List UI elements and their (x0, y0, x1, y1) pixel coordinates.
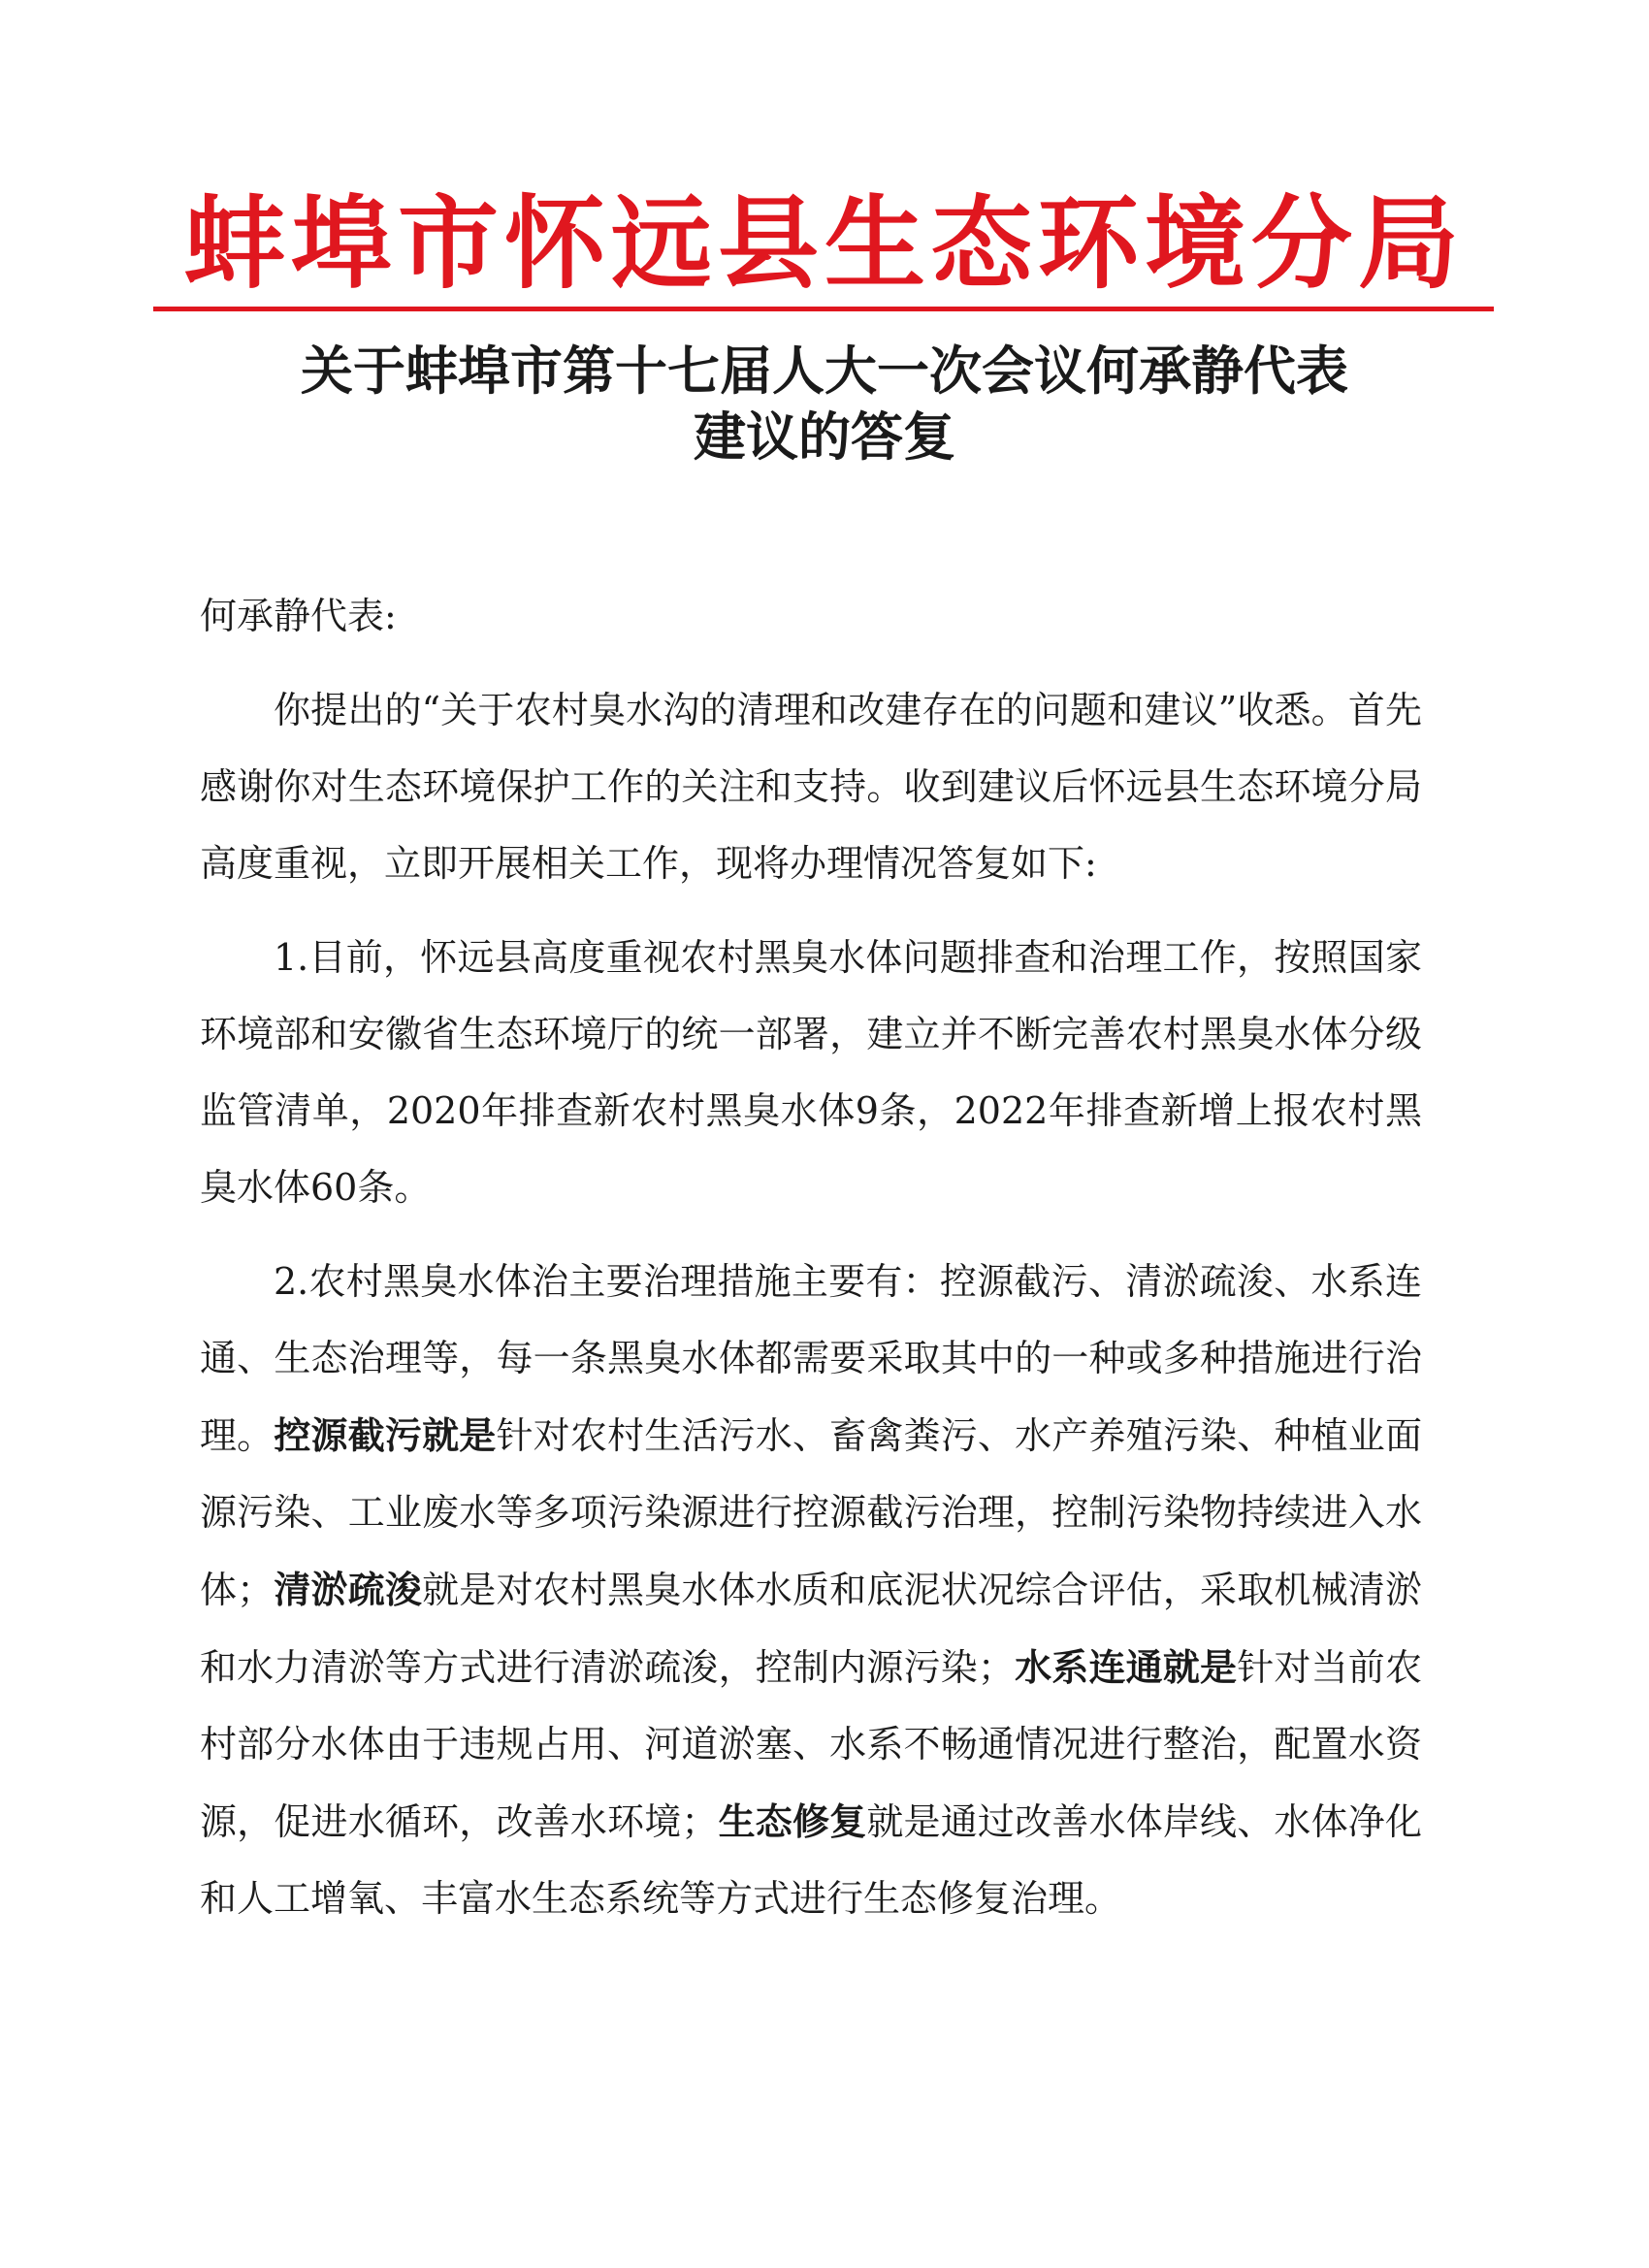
paragraph-2-bold-term: 清淤疏浚 (274, 1568, 423, 1611)
salutation: 何承静代表: (200, 595, 397, 637)
paragraph-2-text: 就是通过改善水体岸线、水体净化和人工增氧、丰富水生态系统等方式进行生态修复治理。 (200, 1800, 1422, 1920)
document-title-line-2: 建议的答复 (694, 405, 955, 468)
paragraph-2-text: 就是对农村黑臭水体水质和底泥状况综合评估，采取机械清淤和水力清淤等方式进行清淤疏浚，控制内源污染； (200, 1569, 1422, 1689)
paragraph-2-text: 2.农村黑臭水体治主要治理措施主要有：控源截污、清淤疏浚、水系连通、生态治理等，每一条黑臭水体都需要采取其中的一种或多种措施进行治理。 (200, 1260, 1422, 1457)
paragraph-2 (200, 1244, 1422, 1937)
letterhead-title: 蚌埠市怀远县生态环境分局 (183, 184, 1465, 303)
document-body (200, 578, 1422, 1937)
document-title (0, 338, 1649, 470)
paragraph-2-text: 针对农村生活污水、畜禽粪污、水产养殖污染、种植业面源污染、工业废水等多项污染源进行控源截污治理，控制污染物持续进入水体； (200, 1414, 1422, 1611)
paragraph-2-bold-term: 水系连通就是 (1014, 1645, 1238, 1689)
paragraph-intro: 你提出的“关于农村臭水沟的清理和改建存在的问题和建议”收悉。首先感谢你对生态环境保护工作的关注和支持。收到建议后怀远县生态环境分局高度重视，立即开展相关工作，现将办理情况答复如下: (200, 689, 1422, 885)
paragraph-2-bold-term: 生态修复 (718, 1799, 867, 1843)
document-title-line-1: 关于蚌埠市第十七届人大一次会议何承静代表 (301, 340, 1348, 402)
paragraph-2-bold-term: 控源截污就是 (274, 1413, 497, 1457)
paragraph-1: 1.目前，怀远县高度重视农村黑臭水体问题排查和治理工作，按照国家环境部和安徽省生态环境厅的统一部署，建立并不断完善农村黑臭水体分级监管清单，2020年排查新农村黑臭水体9条，2022年排查新增上报农村黑臭水体60条。 (200, 936, 1422, 1209)
letterhead-red-rule (153, 307, 1494, 311)
paragraph-2-text: 针对当前农村部分水体由于违规占用、河道淤塞、水系不畅通情况进行整治，配置水资源，促进水循环，改善水环境； (200, 1646, 1422, 1843)
